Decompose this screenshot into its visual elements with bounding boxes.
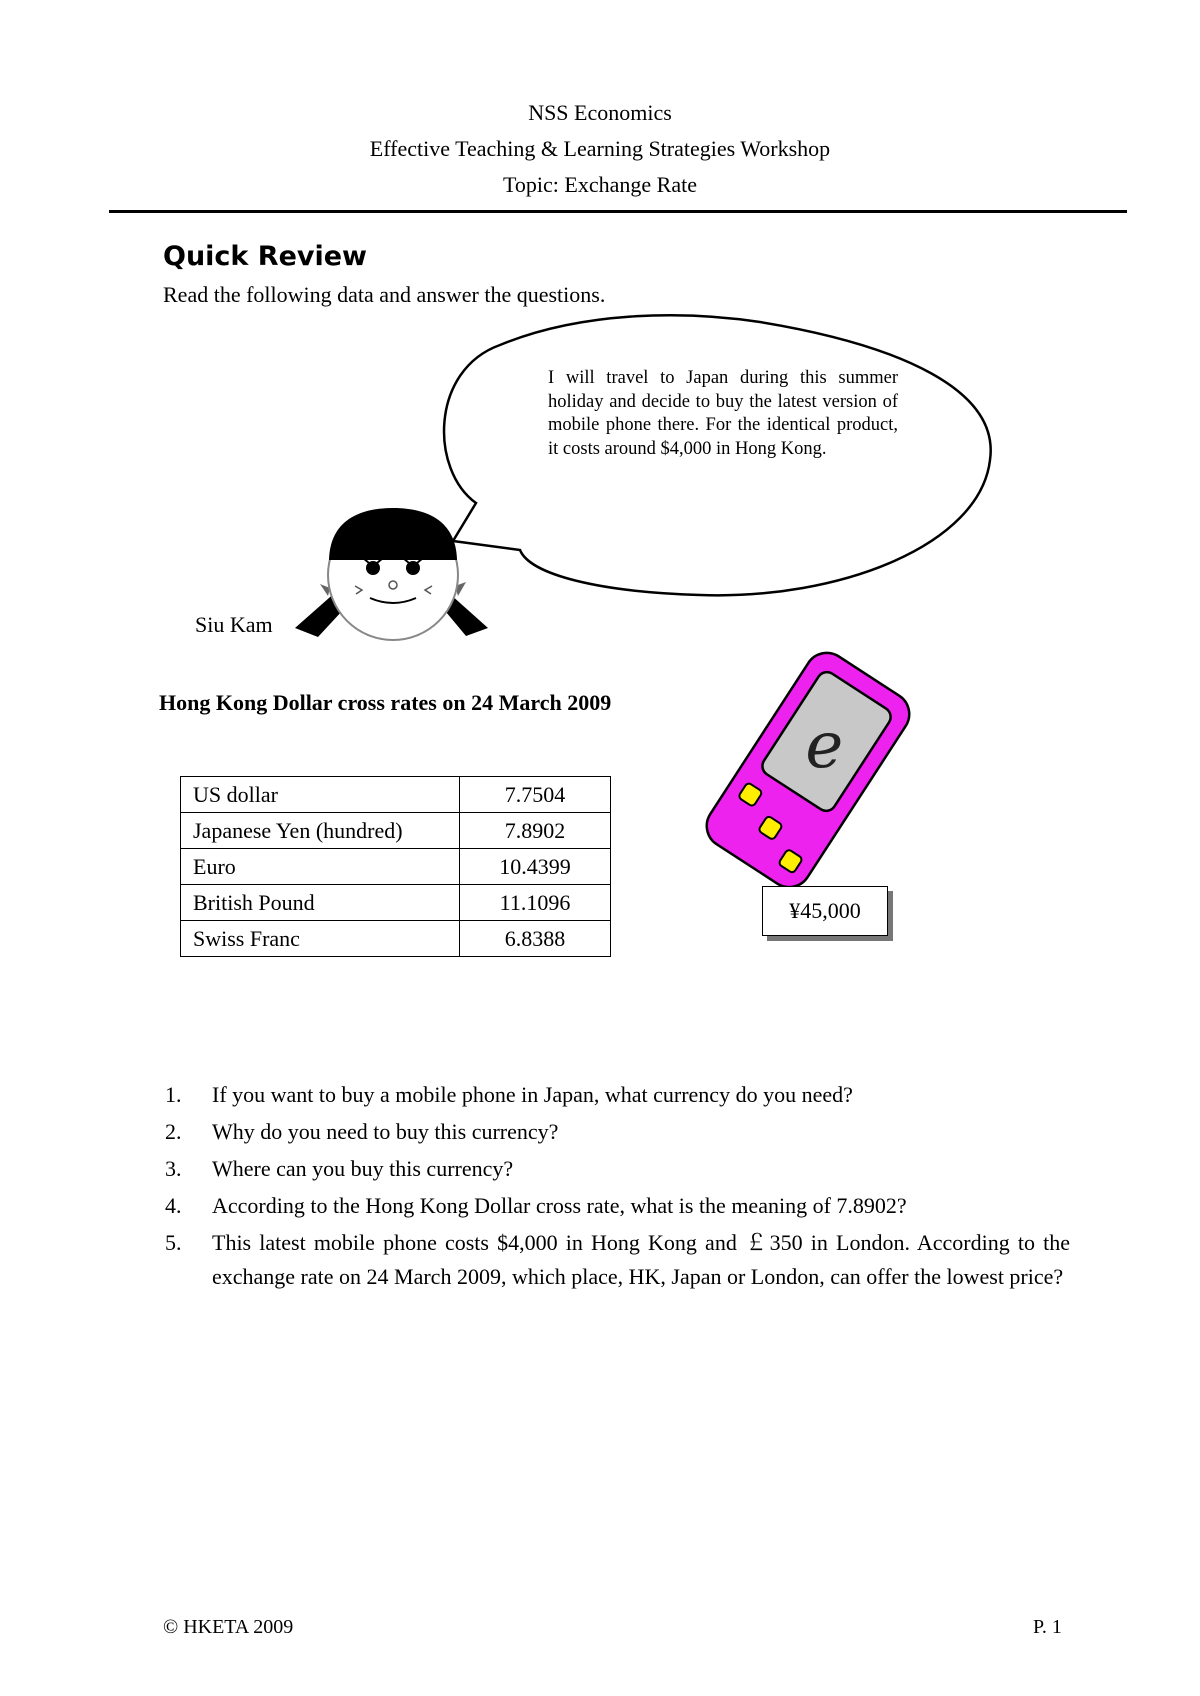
question-text: This latest mobile phone costs $4,000 in Hong Kong and ￡350 in London. According to the exchange rate on 24 March 2009, which place, HK, Japan or London, can offer the lowest price? [212, 1230, 1070, 1289]
header-line-1: NSS Economics [528, 100, 672, 125]
table-row [181, 777, 611, 813]
rate-cell: 10.4399 [460, 849, 611, 885]
question-text: If you want to buy a mobile phone in Japan, what currency do you need? [212, 1082, 853, 1107]
speaker-label: Siu Kam [195, 612, 273, 637]
currency-cell: US dollar [181, 777, 460, 813]
section-title: Quick Review [163, 241, 368, 272]
currency-cell: Euro [181, 849, 460, 885]
rate-cell: 7.7504 [460, 777, 611, 813]
currency-cell: Swiss Franc [181, 921, 460, 957]
svg-text:e: e [805, 708, 844, 783]
table-row [181, 849, 611, 885]
table-row [181, 813, 611, 849]
list-item [165, 1078, 1070, 1112]
phone-price-tag: ¥45,000 [762, 886, 888, 936]
question-text: Why do you need to buy this currency? [212, 1119, 559, 1144]
mobile-phone-icon [698, 644, 917, 895]
list-item [165, 1189, 1070, 1223]
question-number: 2. [165, 1119, 182, 1144]
question-number: 4. [165, 1193, 182, 1218]
rate-cell: 11.1096 [460, 885, 611, 921]
page-number: P. 1 [1033, 1616, 1062, 1638]
list-item [165, 1115, 1070, 1149]
question-text: According to the Hong Kong Dollar cross rate, what is the meaning of 7.8902? [212, 1193, 907, 1218]
list-item [165, 1226, 1070, 1294]
question-text: Where can you buy this currency? [212, 1156, 514, 1181]
table-title: Hong Kong Dollar cross rates on 24 March 2009 [159, 690, 612, 715]
intro-text: Read the following data and answer the questions. [163, 282, 606, 307]
girl-face-icon [295, 508, 488, 640]
rate-cell: 6.8388 [460, 921, 611, 957]
rate-cell: 7.8902 [460, 813, 611, 849]
question-number: 1. [165, 1082, 182, 1107]
header-line-3: Topic: Exchange Rate [503, 172, 697, 197]
table-row [181, 921, 611, 957]
footer-copyright: © HKETA 2009 [163, 1616, 294, 1638]
list-item [165, 1152, 1070, 1186]
speech-bubble-text: I will travel to Japan during this summer holiday and decide to buy the latest version of mobile phone there. For the identical product, it costs around $4,000 in Hong Kong. [548, 368, 898, 459]
question-list [165, 1078, 1070, 1297]
currency-cell: Japanese Yen (hundred) [181, 813, 460, 849]
question-number: 5. [165, 1230, 182, 1255]
question-number: 3. [165, 1156, 182, 1181]
cross-rates-table [180, 776, 611, 957]
currency-cell: British Pound [181, 885, 460, 921]
header-line-2: Effective Teaching & Learning Strategies Workshop [369, 136, 831, 161]
table-row [181, 885, 611, 921]
